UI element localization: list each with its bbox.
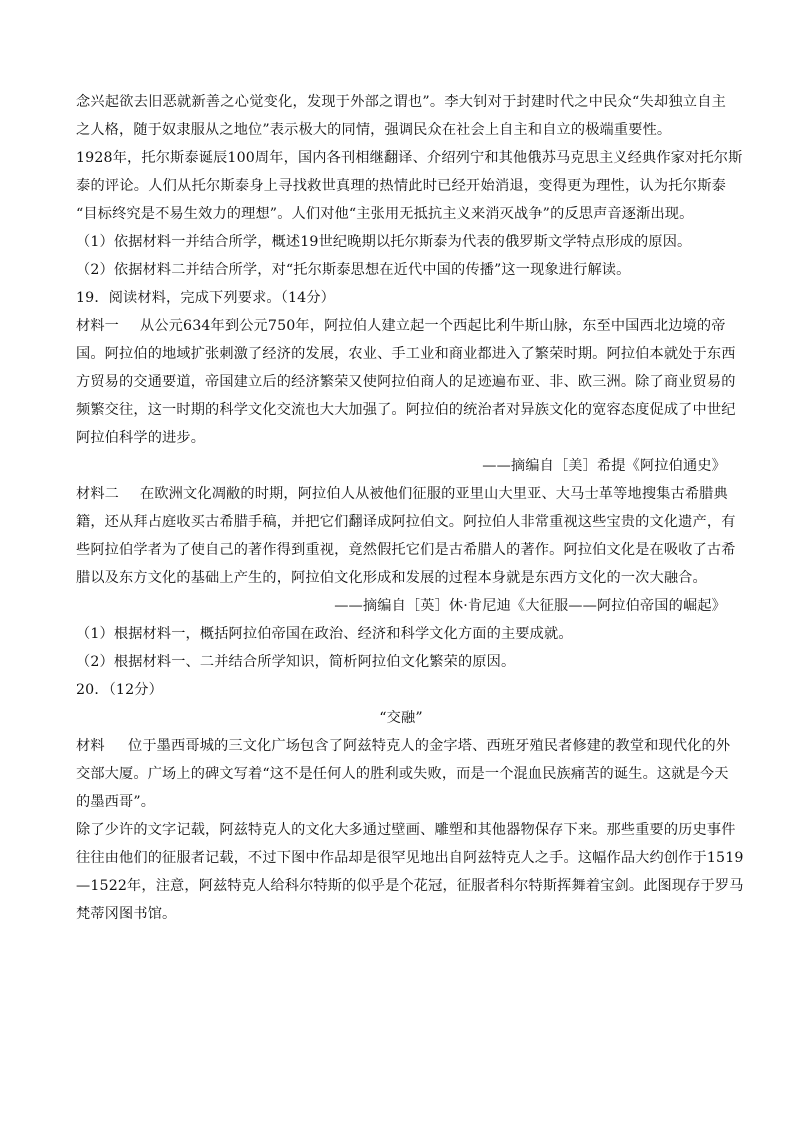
text-line: “目标终究是不易生效力的理想”。人们对他“主张用无抵抗主义来消灭战争”的反思声音逐渐出现。 bbox=[76, 206, 694, 222]
question-heading: 20．（12分） bbox=[76, 682, 163, 698]
source-citation: ——摘编自［英］休·肯尼迪《大征服——阿拉伯帝国的崛起》 bbox=[334, 598, 726, 614]
text-line: 些阿拉伯学者为了使自己的著作得到重视，竟然假托它们是古希腊人的著作。阿拉伯文化是在吸收了古希 bbox=[76, 542, 736, 558]
question-item: （1）依据材料一并结合所学，概述19世纪晚期以托尔斯泰为代表的俄罗斯文学特点形成的原因。 bbox=[76, 234, 692, 250]
text-line: 1928年，托尔斯泰诞辰100周年，国内各刊相继翻译、介绍列宁和其他俄苏马克思主义经典作家对托尔斯 bbox=[76, 150, 743, 166]
material-line bbox=[76, 316, 726, 336]
text-line: 之人格，随于奴隶服从之地位”表示极大的同情，强调民众在社会上自主和自立的极端重要性。 bbox=[76, 122, 672, 138]
question-heading: 19．阅读材料，完成下列要求。（14分） bbox=[76, 290, 336, 306]
text-span: 位于墨西哥城的三文化广场包含了阿兹特克人的金字塔、西班牙殖民者修建的教堂和现代化的外 bbox=[128, 738, 731, 754]
question-item: （2）依据材料二并结合所学，对“托尔斯泰思想在近代中国的传播”这一现象进行解读。 bbox=[76, 262, 631, 278]
text-line: —1522年，注意，阿兹特克人给科尔特斯的似乎是个花冠，征服者科尔特斯挥舞着宝剑。此图现存于罗马 bbox=[76, 878, 744, 894]
text-line: 交部大厦。广场上的碑文写着“这不是任何人的胜利或失败，而是一个混血民族痛苦的诞生。这就是今天 bbox=[76, 766, 729, 782]
text-line: 国。阿拉伯的地域扩张刺激了经济的发展，农业、手工业和商业都进入了繁荣时期。阿拉伯本就处于东西 bbox=[76, 346, 736, 362]
text-line: 除了少许的文字记载，阿兹特克人的文化大多通过壁画、雕塑和其他器物保存下来。那些重要的历史事件 bbox=[76, 822, 736, 838]
material-label: 材料 bbox=[76, 738, 105, 754]
text-line: 籍，还从拜占庭收买古希腊手稿，并把它们翻译成阿拉伯文。阿拉伯人非常重视这些宝贵的文化遗产，有 bbox=[76, 514, 736, 530]
question-item: （1）根据材料一，概括阿拉伯帝国在政治、经济和科学文化方面的主要成就。 bbox=[76, 626, 573, 642]
text-line: 频繁交往，这一时期的科学文化交流也大大加强了。阿拉伯的统治者对异族文化的宽容态度促成了中世纪 bbox=[76, 402, 736, 418]
source-citation: ——摘编自［美］希提《阿拉伯通史》 bbox=[482, 458, 726, 474]
material-line bbox=[76, 736, 731, 756]
text-line: 梵蒂冈图书馆。 bbox=[76, 906, 177, 922]
text-line: 方贸易的交通要道，帝国建立后的经济繁荣又使阿拉伯商人的足迹遍布亚、非、欧三洲。除了商业贸易的 bbox=[76, 374, 736, 390]
text-span: 从公元634年到公元750年，阿拉伯人建立起一个西起比利牛斯山脉，东至中国西北边境的帝 bbox=[140, 318, 726, 334]
material-label: 材料一 bbox=[76, 318, 120, 334]
text-line: 念兴起欲去旧恶就新善之心觉变化，发现于外部之谓也”。李大钊对于封建时代之中民众“失却独立自主 bbox=[76, 94, 726, 110]
text-span: 在欧洲文化凋敝的时期，阿拉伯人从被他们征服的亚里山大里亚、大马士革等地搜集古希腊典 bbox=[140, 486, 728, 502]
section-title: “交融” bbox=[379, 710, 423, 726]
material-line bbox=[76, 484, 726, 504]
text-line: 泰的评论。人们从托尔斯泰身上寻找救世真理的热情此时已经开始消退，变得更为理性，认为托尔斯泰 bbox=[76, 178, 726, 194]
material-label: 材料二 bbox=[76, 486, 120, 502]
text-line: 阿拉伯科学的进步。 bbox=[76, 430, 206, 446]
text-line: 腊以及东方文化的基础上产生的，阿拉伯文化形成和发展的过程本身就是东西方文化的一次大融合。 bbox=[76, 570, 707, 586]
text-line: 的墨西哥”。 bbox=[76, 794, 156, 810]
text-line: 往往由他们的征服者记载，不过下图中作品却是很罕见地出自阿兹特克人之手。这幅作品大约创作于1519 bbox=[76, 850, 744, 866]
question-item: （2）根据材料一、二并结合所学知识，简析阿拉伯文化繁荣的原因。 bbox=[76, 654, 516, 670]
